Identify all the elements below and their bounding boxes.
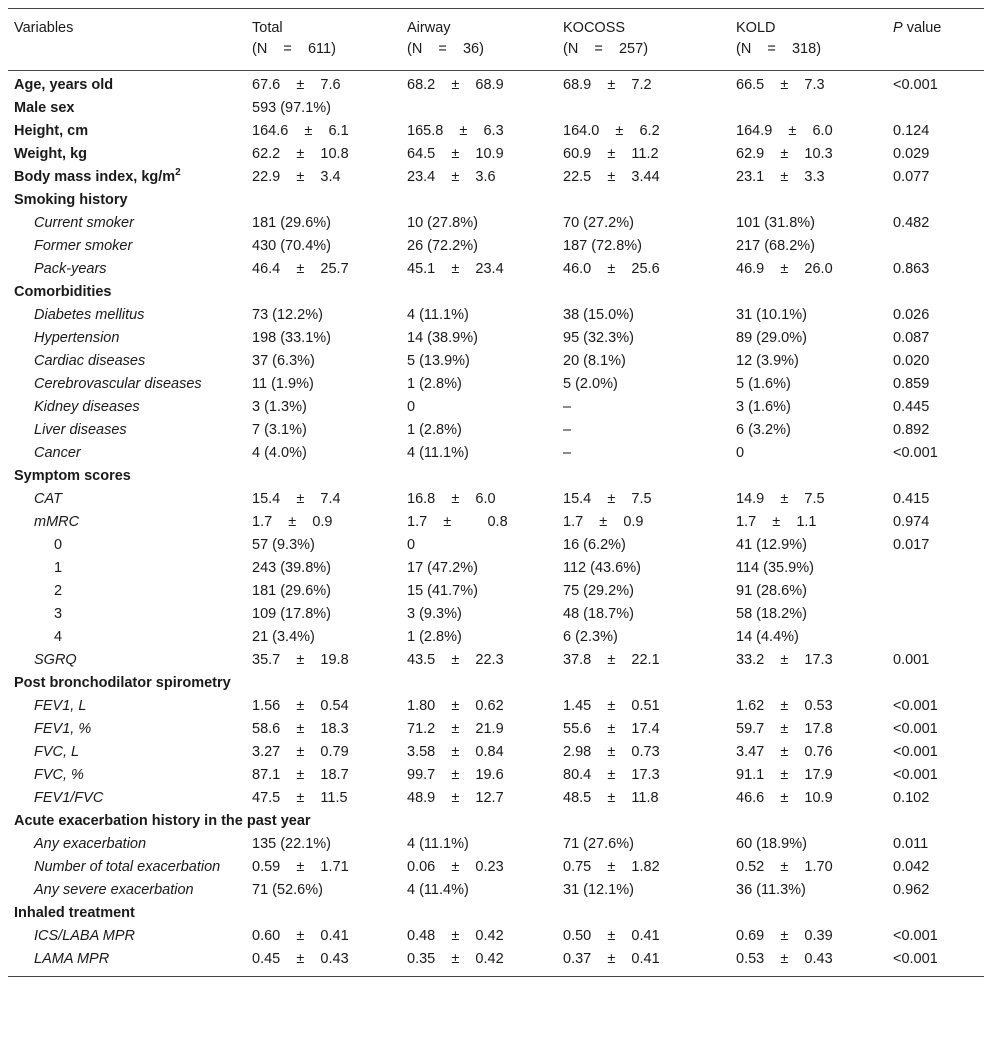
table-row	[8, 902, 984, 925]
cell-total: 1.7 ± 0.9	[252, 514, 333, 530]
cell-kold: 60 (18.9%)	[736, 836, 807, 852]
cell-total	[246, 189, 401, 212]
cell-kold: 66.5 ± 7.3	[736, 77, 825, 93]
cell-kocoss: 80.4 ± 17.3	[563, 767, 660, 783]
table-row	[8, 350, 984, 373]
cell-p-value	[887, 810, 984, 833]
cell-p-value: <0.001	[893, 721, 938, 737]
table-row	[8, 557, 984, 580]
table-row	[8, 419, 984, 442]
cell-kocoss: 112 (43.6%)	[563, 560, 641, 576]
cell-kocoss: 5 (2.0%)	[563, 376, 618, 392]
cell-kocoss: 20 (8.1%)	[563, 353, 626, 369]
row-label: FVC, L	[34, 744, 80, 760]
cell-p-value: <0.001	[893, 744, 938, 760]
cell-kold: 3.47 ± 0.76	[736, 744, 833, 760]
cell-airway: 0.48 ± 0.42	[407, 928, 504, 944]
cell-p-value: 0.482	[893, 215, 930, 231]
cell-airway	[401, 465, 557, 488]
table-row	[8, 166, 984, 189]
row-label: Acute exacerbation history in the past year	[14, 813, 311, 829]
cell-airway: 1.80 ± 0.62	[407, 698, 504, 714]
cell-kocoss: 187 (72.8%)	[563, 238, 642, 254]
cell-p-value: 0.974	[893, 514, 930, 530]
cell-total: 109 (17.8%)	[252, 606, 331, 622]
row-label: Kidney diseases	[34, 399, 140, 415]
cell-airway: 43.5 ± 22.3	[407, 652, 504, 668]
cell-total: 15.4 ± 7.4	[252, 491, 341, 507]
cell-total	[246, 281, 401, 304]
cell-kold	[730, 672, 887, 695]
cell-airway	[401, 281, 557, 304]
cell-kocoss: 46.0 ± 25.6	[563, 261, 660, 277]
cell-kocoss: 0.37 ± 0.41	[557, 948, 730, 977]
row-label: Cardiac diseases	[34, 353, 146, 369]
table-row	[8, 948, 984, 977]
cell-airway: 45.1 ± 23.4	[407, 261, 504, 277]
row-label: Smoking history	[14, 192, 128, 208]
cell-kocoss: 22.5 ± 3.44	[563, 169, 660, 185]
cell-p-value	[887, 557, 984, 580]
cell-kocoss: –	[563, 422, 572, 438]
cell-kold: 164.9 ± 6.0	[736, 123, 833, 139]
row-label: FEV1/FVC	[34, 790, 104, 806]
table-row	[8, 465, 984, 488]
cell-airway: 0.06 ± 0.23	[407, 859, 504, 875]
table-row	[8, 511, 984, 534]
row-label: 2	[54, 583, 63, 599]
table-row	[8, 833, 984, 856]
header-p-value: P value	[887, 9, 984, 71]
row-label: FVC, %	[34, 767, 84, 783]
cell-kold: 0.69 ± 0.39	[736, 928, 833, 944]
cell-kold: 91.1 ± 17.9	[736, 767, 833, 783]
table-row	[8, 879, 984, 902]
header-airway: Airway (N = 36)	[401, 9, 557, 71]
cell-kocoss: 38 (15.0%)	[563, 307, 634, 323]
cell-total: 430 (70.4%)	[252, 238, 331, 254]
cell-kocoss: 0.50 ± 0.41	[563, 928, 660, 944]
cell-p-value: 0.087	[893, 330, 930, 346]
cell-p-value	[887, 281, 984, 304]
cell-kold: 46.9 ± 26.0	[736, 261, 833, 277]
row-label: Number of total exacerbation	[34, 859, 221, 875]
cell-p-value	[887, 603, 984, 626]
cell-kocoss: –	[563, 399, 572, 415]
row-label: 4	[54, 629, 63, 645]
cell-airway: 17 (47.2%)	[407, 560, 478, 576]
cell-kocoss: 48.5 ± 11.8	[563, 790, 659, 806]
cell-kold: 59.7 ± 17.8	[736, 721, 833, 737]
cell-kocoss: 1.45 ± 0.51	[563, 698, 660, 714]
table-row	[8, 626, 984, 649]
table-row	[8, 672, 984, 695]
cell-kold: 6 (3.2%)	[736, 422, 791, 438]
cell-kold	[730, 810, 887, 833]
row-label: Any exacerbation	[34, 836, 147, 852]
row-label: 1	[54, 560, 63, 576]
row-label: Male sex	[14, 100, 75, 116]
cell-kold	[730, 902, 887, 925]
row-label: Weight, kg	[14, 146, 88, 162]
table-row	[8, 327, 984, 350]
cell-total: 164.6 ± 6.1	[252, 123, 349, 139]
cell-airway: 4 (11.1%)	[407, 445, 469, 461]
cell-total: 181 (29.6%)	[252, 583, 331, 599]
table-row	[8, 534, 984, 557]
cell-airway	[401, 902, 557, 925]
cell-total: 243 (39.8%)	[252, 560, 331, 576]
cell-total: 0.60 ± 0.41	[252, 928, 349, 944]
cell-kocoss	[557, 672, 730, 695]
cell-kold: 0.53 ± 0.43	[730, 948, 887, 977]
cell-total	[246, 902, 401, 925]
cell-airway: 15 (41.7%)	[407, 583, 478, 599]
cell-total: 593 (97.1%)	[252, 100, 331, 116]
cell-total: 11 (1.9%)	[252, 376, 314, 392]
cell-kold: 217 (68.2%)	[736, 238, 815, 254]
table-row	[8, 925, 984, 948]
cell-kold: 14 (4.4%)	[736, 629, 799, 645]
cell-p-value	[887, 465, 984, 488]
table-row	[8, 97, 984, 120]
header-row	[8, 9, 984, 71]
cell-airway: 3.58 ± 0.84	[407, 744, 504, 760]
cell-kold: 5 (1.6%)	[736, 376, 791, 392]
cell-kocoss: 164.0 ± 6.2	[563, 123, 660, 139]
row-label: LAMA MPR	[8, 948, 246, 977]
cell-p-value: 0.863	[893, 261, 930, 277]
cell-total: 73 (12.2%)	[252, 307, 323, 323]
cell-kold: 33.2 ± 17.3	[736, 652, 833, 668]
cell-airway: 1 (2.8%)	[407, 629, 462, 645]
cell-kocoss	[557, 281, 730, 304]
cell-kocoss: 60.9 ± 11.2	[563, 146, 659, 162]
cell-total: 37 (6.3%)	[252, 353, 315, 369]
cell-kold	[730, 189, 887, 212]
cell-kocoss	[557, 810, 730, 833]
cell-airway: 23.4 ± 3.6	[407, 169, 496, 185]
header-kocoss: KOCOSS (N = 257)	[557, 9, 730, 71]
cell-kold	[730, 97, 887, 120]
cell-total: 3 (1.3%)	[252, 399, 307, 415]
cell-kold	[730, 465, 887, 488]
cell-kold: 12 (3.9%)	[736, 353, 799, 369]
cell-total	[246, 672, 401, 695]
row-label: Cerebrovascular diseases	[34, 376, 202, 392]
cell-kocoss: 15.4 ± 7.5	[563, 491, 652, 507]
cell-kold: 62.9 ± 10.3	[736, 146, 833, 162]
table-row	[8, 580, 984, 603]
row-label: FEV1, %	[34, 721, 92, 737]
cell-kold: 14.9 ± 7.5	[736, 491, 825, 507]
cell-kold: 0.52 ± 1.70	[736, 859, 833, 875]
cell-p-value: <0.001	[893, 767, 938, 783]
cell-kocoss: 31 (12.1%)	[563, 882, 634, 898]
cell-airway: 64.5 ± 10.9	[407, 146, 504, 162]
cell-kold: 91 (28.6%)	[736, 583, 807, 599]
row-label: Body mass index, $kg/m^2$	[14, 167, 181, 185]
cell-airway: 0	[407, 537, 416, 553]
row-label: Post bronchodilator spirometry	[14, 675, 231, 691]
cell-total: 181 (29.6%)	[252, 215, 331, 231]
row-label: Height, cm	[14, 123, 89, 139]
row-label: Former smoker	[34, 238, 133, 254]
table-row	[8, 143, 984, 166]
cell-total: 58.6 ± 18.3	[252, 721, 349, 737]
cell-airway: 4 (11.4%)	[407, 882, 469, 898]
table-row	[8, 235, 984, 258]
cell-total	[246, 465, 401, 488]
cell-p-value: 0.026	[893, 307, 930, 323]
cell-kocoss: 6 (2.3%)	[563, 629, 618, 645]
table-row	[8, 764, 984, 787]
cell-p-value: 0.892	[893, 422, 930, 438]
cell-kocoss: 48 (18.7%)	[563, 606, 634, 622]
cell-p-value: 0.020	[893, 353, 930, 369]
cell-kold: 1.7 ± 1.1	[736, 514, 817, 530]
cell-kocoss: 37.8 ± 22.1	[563, 652, 660, 668]
cell-total: 0.59 ± 1.71	[252, 859, 349, 875]
row-label: CAT	[34, 491, 62, 507]
cell-total: 47.5 ± 11.5	[252, 790, 348, 806]
cell-kold: 41 (12.9%)	[736, 537, 807, 553]
cell-p-value: 0.029	[893, 146, 930, 162]
cell-total: 35.7 ± 19.8	[252, 652, 349, 668]
cell-kold: 0	[736, 445, 745, 461]
table-row	[8, 258, 984, 281]
cell-total: 71 (52.6%)	[252, 882, 323, 898]
cell-kocoss	[557, 189, 730, 212]
header-kold: KOLD (N = 318)	[730, 9, 887, 71]
cell-p-value: 0.001	[893, 652, 930, 668]
cell-airway: 10 (27.8%)	[407, 215, 478, 231]
row-label: Any severe exacerbation	[34, 882, 194, 898]
table-row	[8, 810, 984, 833]
cell-kocoss: 95 (32.3%)	[563, 330, 634, 346]
cell-kold: 3 (1.6%)	[736, 399, 791, 415]
table-row	[8, 373, 984, 396]
cell-p-value: 0.962	[893, 882, 930, 898]
cell-p-value: 0.859	[893, 376, 930, 392]
table-row	[8, 281, 984, 304]
table-row	[8, 856, 984, 879]
cell-kocoss: 70 (27.2%)	[563, 215, 634, 231]
table-row	[8, 396, 984, 419]
cell-p-value	[887, 902, 984, 925]
cell-total: 7 (3.1%)	[252, 422, 307, 438]
cell-p-value	[887, 235, 984, 258]
cell-airway: 1.7 ± 0.8	[407, 514, 508, 530]
cell-airway: 5 (13.9%)	[407, 353, 470, 369]
row-label: Current smoker	[34, 215, 134, 231]
cell-airway: 0.35 ± 0.42	[401, 948, 557, 977]
header-total: Total (N = 611)	[246, 9, 401, 71]
cell-p-value	[887, 580, 984, 603]
table-row	[8, 741, 984, 764]
cell-airway: 14 (38.9%)	[407, 330, 478, 346]
cell-p-value: <0.001	[893, 445, 938, 461]
row-label: Hypertension	[34, 330, 120, 346]
cell-airway	[401, 672, 557, 695]
row-label: FEV1, L	[34, 698, 87, 714]
table-row	[8, 649, 984, 672]
cell-kocoss: 1.7 ± 0.9	[563, 514, 644, 530]
cell-airway	[401, 97, 557, 120]
cell-total: 67.6 ± 7.6	[252, 77, 341, 93]
row-label: mMRC	[34, 514, 80, 530]
header-variables: Variables	[8, 9, 246, 71]
cell-kold: 23.1 ± 3.3	[736, 169, 825, 185]
cell-kocoss: 55.6 ± 17.4	[563, 721, 660, 737]
row-label: 0	[54, 537, 63, 553]
table-row	[8, 304, 984, 327]
cell-kold: 101 (31.8%)	[736, 215, 815, 231]
cell-kocoss: –	[563, 445, 572, 461]
table-row	[8, 695, 984, 718]
row-label: ICS/LABA MPR	[34, 928, 135, 944]
cell-total: 87.1 ± 18.7	[252, 767, 349, 783]
cell-p-value: 0.124	[893, 123, 930, 139]
table-row	[8, 603, 984, 626]
row-label: Pack-years	[34, 261, 107, 277]
cell-airway: 4 (11.1%)	[407, 307, 469, 323]
cell-p-value	[887, 672, 984, 695]
cell-p-value: 0.017	[893, 537, 930, 553]
cell-kocoss: 75 (29.2%)	[563, 583, 634, 599]
cell-p-value: 0.415	[893, 491, 930, 507]
cell-kold: 36 (11.3%)	[736, 882, 806, 898]
table-row	[8, 71, 984, 98]
cell-p-value: 0.445	[893, 399, 930, 415]
table-row	[8, 442, 984, 465]
row-label: 3	[54, 606, 63, 622]
table-row	[8, 120, 984, 143]
cell-p-value: <0.001	[893, 928, 938, 944]
cell-total: 46.4 ± 25.7	[252, 261, 349, 277]
cell-airway: 16.8 ± 6.0	[407, 491, 496, 507]
cell-kocoss: 16 (6.2%)	[563, 537, 626, 553]
cell-airway: 165.8 ± 6.3	[407, 123, 504, 139]
cell-kold	[730, 281, 887, 304]
cell-p-value: 0.011	[893, 836, 929, 852]
cell-kocoss	[557, 902, 730, 925]
table-row	[8, 787, 984, 810]
cell-p-value	[887, 626, 984, 649]
baseline-characteristics-table	[8, 8, 984, 977]
cell-p-value	[887, 97, 984, 120]
cell-total: 0.45 ± 0.43	[246, 948, 401, 977]
cell-airway: 99.7 ± 19.6	[407, 767, 504, 783]
cell-p-value: <0.001	[893, 77, 938, 93]
cell-total: 57 (9.3%)	[252, 537, 315, 553]
cell-kocoss	[557, 465, 730, 488]
row-label: Liver diseases	[34, 422, 127, 438]
table-row	[8, 189, 984, 212]
table-row	[8, 212, 984, 235]
cell-airway: 68.2 ± 68.9	[407, 77, 504, 93]
cell-kocoss: 68.9 ± 7.2	[563, 77, 652, 93]
row-label: Symptom scores	[14, 468, 131, 484]
cell-total: 62.2 ± 10.8	[252, 146, 349, 162]
table-row	[8, 488, 984, 511]
cell-total: 198 (33.1%)	[252, 330, 331, 346]
cell-p-value: 0.042	[893, 859, 930, 875]
cell-kocoss: 2.98 ± 0.73	[563, 744, 660, 760]
cell-airway: 1 (2.8%)	[407, 376, 462, 392]
cell-airway: 26 (72.2%)	[407, 238, 478, 254]
row-label: Cancer	[34, 445, 81, 461]
cell-kold: 114 (35.9%)	[736, 560, 814, 576]
row-label: SGRQ	[34, 652, 77, 668]
cell-kold: 89 (29.0%)	[736, 330, 807, 346]
cell-p-value: <0.001	[887, 948, 984, 977]
cell-total: 21 (3.4%)	[252, 629, 315, 645]
cell-p-value	[887, 189, 984, 212]
cell-total: 4 (4.0%)	[252, 445, 307, 461]
cell-kold: 46.6 ± 10.9	[736, 790, 833, 806]
cell-airway: 0	[407, 399, 416, 415]
cell-kold: 31 (10.1%)	[736, 307, 807, 323]
row-label: Comorbidities	[14, 284, 112, 300]
cell-p-value: <0.001	[893, 698, 938, 714]
cell-airway: 71.2 ± 21.9	[407, 721, 504, 737]
cell-p-value: 0.077	[893, 169, 930, 185]
table-row	[8, 718, 984, 741]
cell-p-value: 0.102	[893, 790, 930, 806]
cell-airway: 4 (11.1%)	[407, 836, 469, 852]
cell-total: 3.27 ± 0.79	[252, 744, 349, 760]
cell-airway: 1 (2.8%)	[407, 422, 462, 438]
cell-total: 135 (22.1%)	[252, 836, 331, 852]
cell-kocoss: 0.75 ± 1.82	[563, 859, 660, 875]
cell-airway	[401, 810, 557, 833]
cell-kold: 58 (18.2%)	[736, 606, 807, 622]
cell-airway: 48.9 ± 12.7	[407, 790, 504, 806]
cell-kold: 1.62 ± 0.53	[736, 698, 833, 714]
cell-total: 1.56 ± 0.54	[252, 698, 349, 714]
cell-total: 22.9 ± 3.4	[252, 169, 341, 185]
row-label: Inhaled treatment	[14, 905, 135, 921]
cell-kocoss	[557, 97, 730, 120]
cell-kocoss: 71 (27.6%)	[563, 836, 634, 852]
cell-airway: 3 (9.3%)	[407, 606, 462, 622]
row-label: Diabetes mellitus	[34, 307, 145, 323]
row-label: Age, years old	[14, 77, 114, 93]
cell-airway	[401, 189, 557, 212]
